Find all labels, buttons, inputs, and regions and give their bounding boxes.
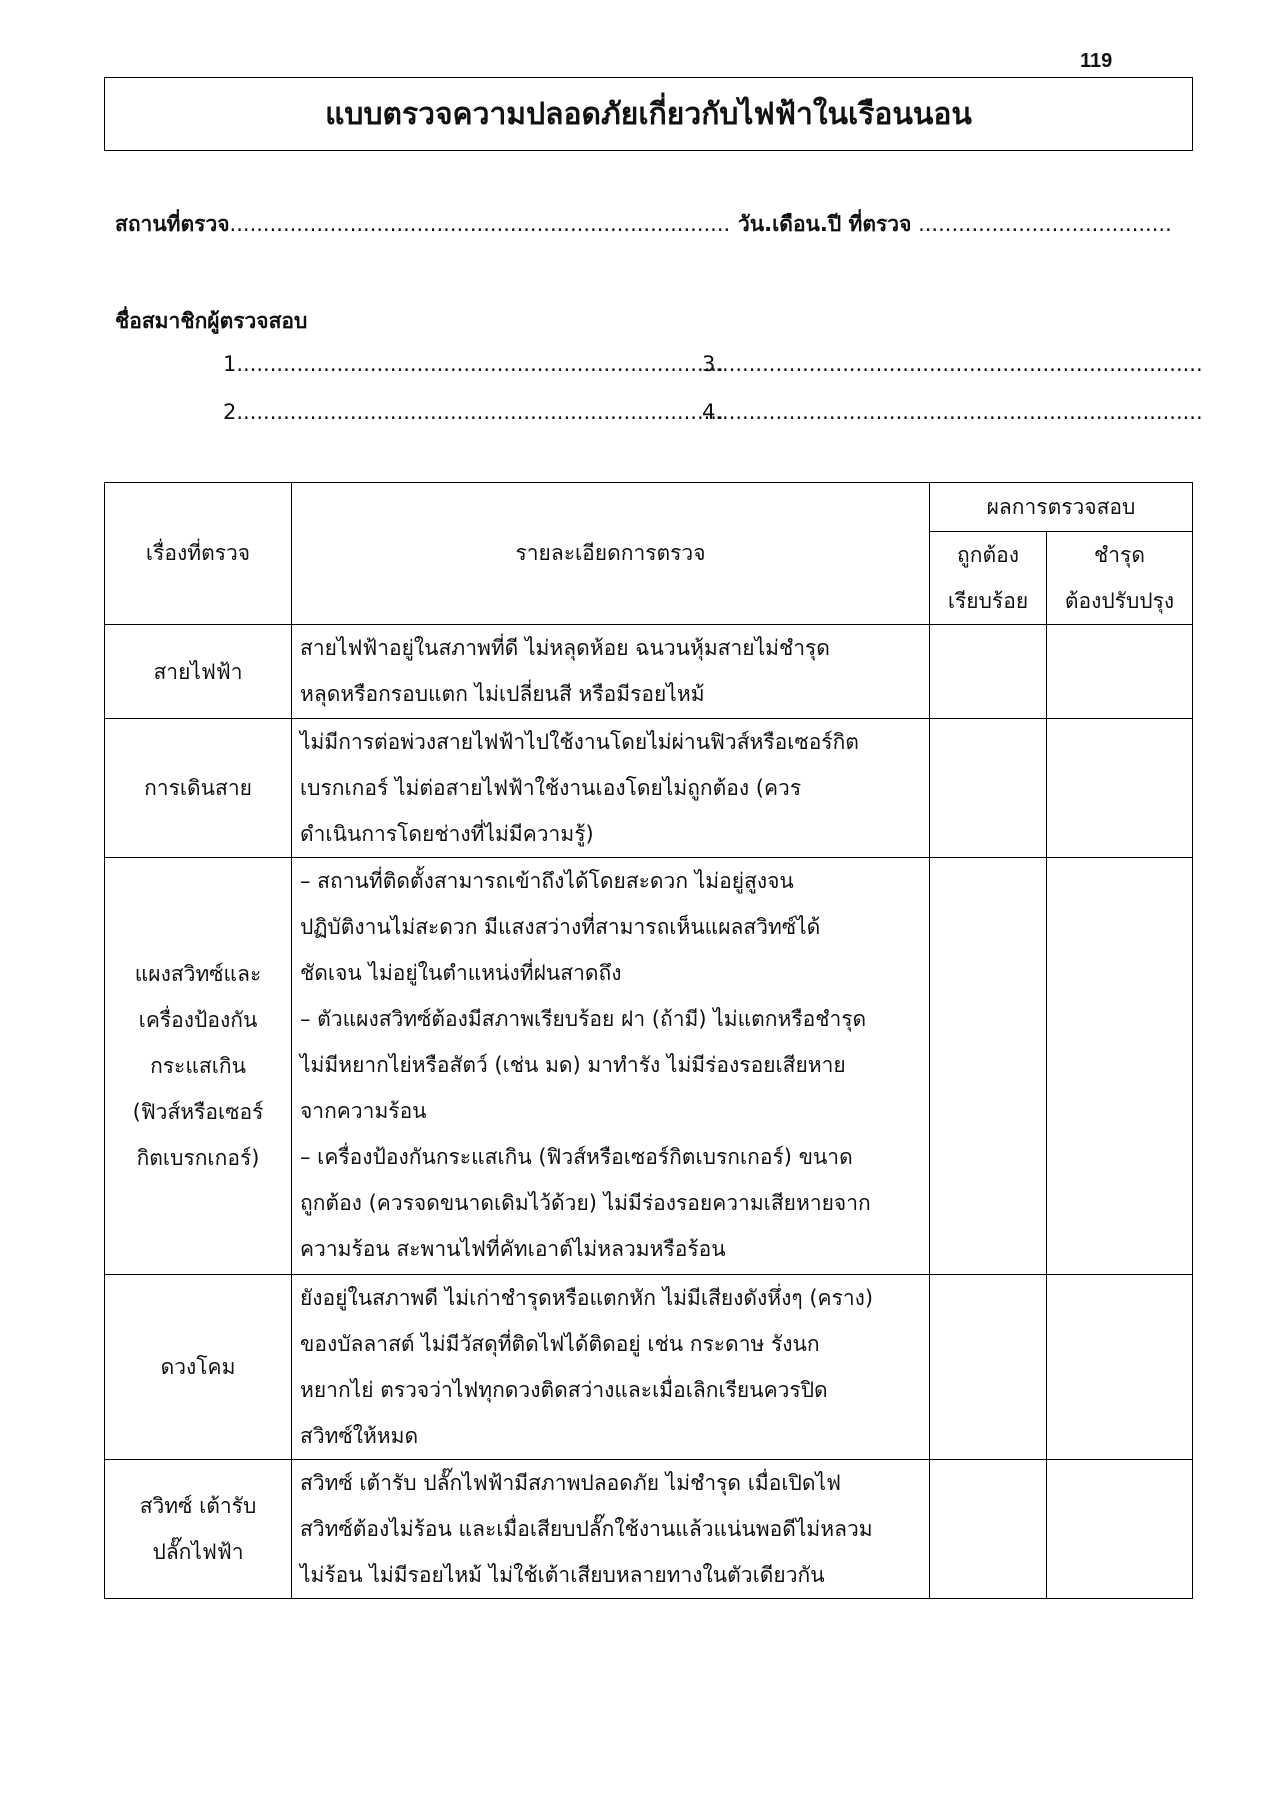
header-damaged (1047, 532, 1193, 625)
table-row (105, 719, 1193, 858)
place-blank[interactable]: ........................................................................... (229, 212, 731, 236)
inspection-place-field[interactable] (115, 208, 730, 241)
detail-line: ดำเนินการโดยช่างที่ไม่มีความรู้) (300, 822, 594, 846)
detail-line: – สถานที่ติดตั้งสามารถเข้าถึงได้โดยสะดวก ไม่อยู่สูงจน (300, 869, 794, 893)
header-damaged-line: ชำรุด (1094, 543, 1145, 567)
damaged-checkbox-cell[interactable] (1047, 625, 1193, 719)
member-3-field[interactable]: 3......................................................................... (702, 352, 1203, 376)
ok-checkbox-cell[interactable] (930, 858, 1047, 1275)
detail-line: ปฏิบัติงานไม่สะดวก มีแสงสว่างที่สามารถเห็นแผลสวิทซ์ได้ (300, 915, 821, 939)
topic-cell (105, 625, 292, 719)
topic-line: ปลั๊กไฟฟ้า (152, 1540, 244, 1564)
topic-line: แผงสวิทซ์และ (134, 962, 262, 986)
detail-line: – ตัวแผงสวิทซ์ต้องมีสภาพเรียบร้อย ฝา (ถ้ามี) ไม่แตกหรือชำรุด (300, 1007, 867, 1031)
ok-checkbox-cell[interactable] (930, 625, 1047, 719)
damaged-checkbox-cell[interactable] (1047, 1275, 1193, 1460)
details-cell (292, 719, 930, 858)
table-row (105, 1275, 1193, 1460)
date-label: วัน.เดือน.ปี ที่ตรวจ (738, 212, 912, 236)
detail-line: สวิทซ์ต้องไม่ร้อน และเมื่อเสียบปลั๊กใช้งานแล้วแน่นพอดีไม่หลวม (300, 1517, 873, 1541)
inspection-table (104, 482, 1193, 1599)
header-ok (930, 532, 1047, 625)
detail-line: เบรกเกอร์ ไม่ต่อสายไฟฟ้าใช้งานเองโดยไม่ถูกต้อง (ควร (300, 776, 802, 800)
page-title: แบบตรวจความปลอดภัยเกี่ยวกับไฟฟ้าในเรือนนอน (325, 96, 972, 132)
ok-checkbox-cell[interactable] (930, 1275, 1047, 1460)
detail-line: ถูกต้อง (ควรจดขนาดเดิมไว้ด้วย) ไม่มีร่องรอยความเสียหายจาก (300, 1191, 871, 1215)
member-1-field[interactable]: 1......................................................................... (223, 352, 724, 376)
detail-line: ไม่มีการต่อพ่วงสายไฟฟ้าไปใช้งานโดยไม่ผ่านฟิวส์หรือเซอร์กิต (300, 730, 859, 754)
header-ok-line: เรียบร้อย (947, 589, 1029, 613)
detail-line: สวิทซ์ให้หมด (300, 1424, 419, 1448)
topic-cell (105, 858, 292, 1275)
page-number: 119 (1080, 50, 1113, 72)
detail-line: ของบัลลาสต์ ไม่มีวัสดุที่ติดไฟได้ติดอยู่ เช่น กระดาษ รังนก (300, 1332, 820, 1356)
damaged-checkbox-cell[interactable] (1047, 1460, 1193, 1599)
member-2-field[interactable]: 2......................................................................... (223, 400, 724, 424)
damaged-checkbox-cell[interactable] (1047, 719, 1193, 858)
header-ok-line: ถูกต้อง (957, 543, 1019, 567)
ok-checkbox-cell[interactable] (930, 1460, 1047, 1599)
inspection-date-field[interactable] (738, 208, 1172, 241)
detail-line: ยังอยู่ในสภาพดี ไม่เก่าชำรุดหรือแตกหัก ไม่มีเสียงดังหึ่งๆ (คราง) (300, 1286, 874, 1310)
damaged-checkbox-cell[interactable] (1047, 858, 1193, 1275)
header-topic: เรื่องที่ตรวจ (105, 483, 292, 625)
detail-line: หยากไย่ ตรวจว่าไฟทุกดวงติดสว่างและเมื่อเลิกเรียนควรปิด (300, 1378, 828, 1402)
detail-line: ความร้อน สะพานไฟที่คัทเอาต์ไม่หลวมหรือร้อน (300, 1237, 726, 1261)
topic-line: กิตเบรกเกอร์) (136, 1146, 260, 1170)
place-label: สถานที่ตรวจ (115, 212, 230, 236)
topic-line: ดวงโคม (160, 1355, 236, 1379)
topic-cell (105, 719, 292, 858)
table-row (105, 625, 1193, 719)
header-row (105, 483, 1193, 532)
title-box (104, 77, 1193, 151)
ok-checkbox-cell[interactable] (930, 719, 1047, 858)
topic-cell (105, 1460, 292, 1599)
detail-line: จากความร้อน (300, 1099, 427, 1123)
table-row (105, 858, 1193, 1275)
detail-line: สายไฟฟ้าอยู่ในสภาพที่ดี ไม่หลุดห้อย ฉนวนหุ้มสายไม่ชำรุด (300, 636, 830, 660)
detail-line: ไม่ร้อน ไม่มีรอยไหม้ ไม่ใช้เต้าเสียบหลายทางในตัวเดียวกัน (300, 1563, 825, 1587)
topic-line: (ฟิวส์หรือเซอร์ (132, 1100, 264, 1124)
details-cell (292, 625, 930, 719)
topic-cell (105, 1275, 292, 1460)
details-cell (292, 858, 930, 1275)
topic-line: เครื่องป้องกัน (138, 1008, 258, 1032)
topic-line: กระแสเกิน (150, 1054, 246, 1078)
detail-line: สวิทซ์ เต้ารับ ปลั๊กไฟฟ้ามีสภาพปลอดภัย ไม่ชำรุด เมื่อเปิดไฟ (300, 1471, 841, 1495)
header-result: ผลการตรวจสอบ (930, 483, 1193, 532)
header-details: รายละเอียดการตรวจ (292, 483, 930, 625)
topic-line: การเดินสาย (144, 776, 252, 800)
topic-line: สายไฟฟ้า (153, 659, 243, 684)
members-label: ชื่อสมาชิกผู้ตรวจสอบ (115, 309, 308, 333)
topic-line: สวิทซ์ เต้ารับ (139, 1494, 257, 1518)
detail-line: – เครื่องป้องกันกระแสเกิน (ฟิวส์หรือเซอร์กิตเบรกเกอร์) ขนาด (300, 1145, 853, 1169)
member-4-field[interactable]: 4......................................................................... (702, 400, 1203, 424)
date-blank[interactable]: ...................................... (918, 212, 1172, 236)
details-cell (292, 1460, 930, 1599)
header-damaged-line: ต้องปรับปรุง (1064, 589, 1175, 613)
detail-line: หลุดหรือกรอบแตก ไม่เปลี่ยนสี หรือมีรอยไหม้ (300, 682, 705, 706)
detail-line: ชัดเจน ไม่อยู่ในตำแหน่งที่ฝนสาดถึง (300, 961, 622, 985)
details-cell (292, 1275, 930, 1460)
detail-line: ไม่มีหยากไย่หรือสัตว์ (เช่น มด) มาทำรัง ไม่มีร่องรอยเสียหาย (300, 1053, 846, 1077)
table-row (105, 1460, 1193, 1599)
